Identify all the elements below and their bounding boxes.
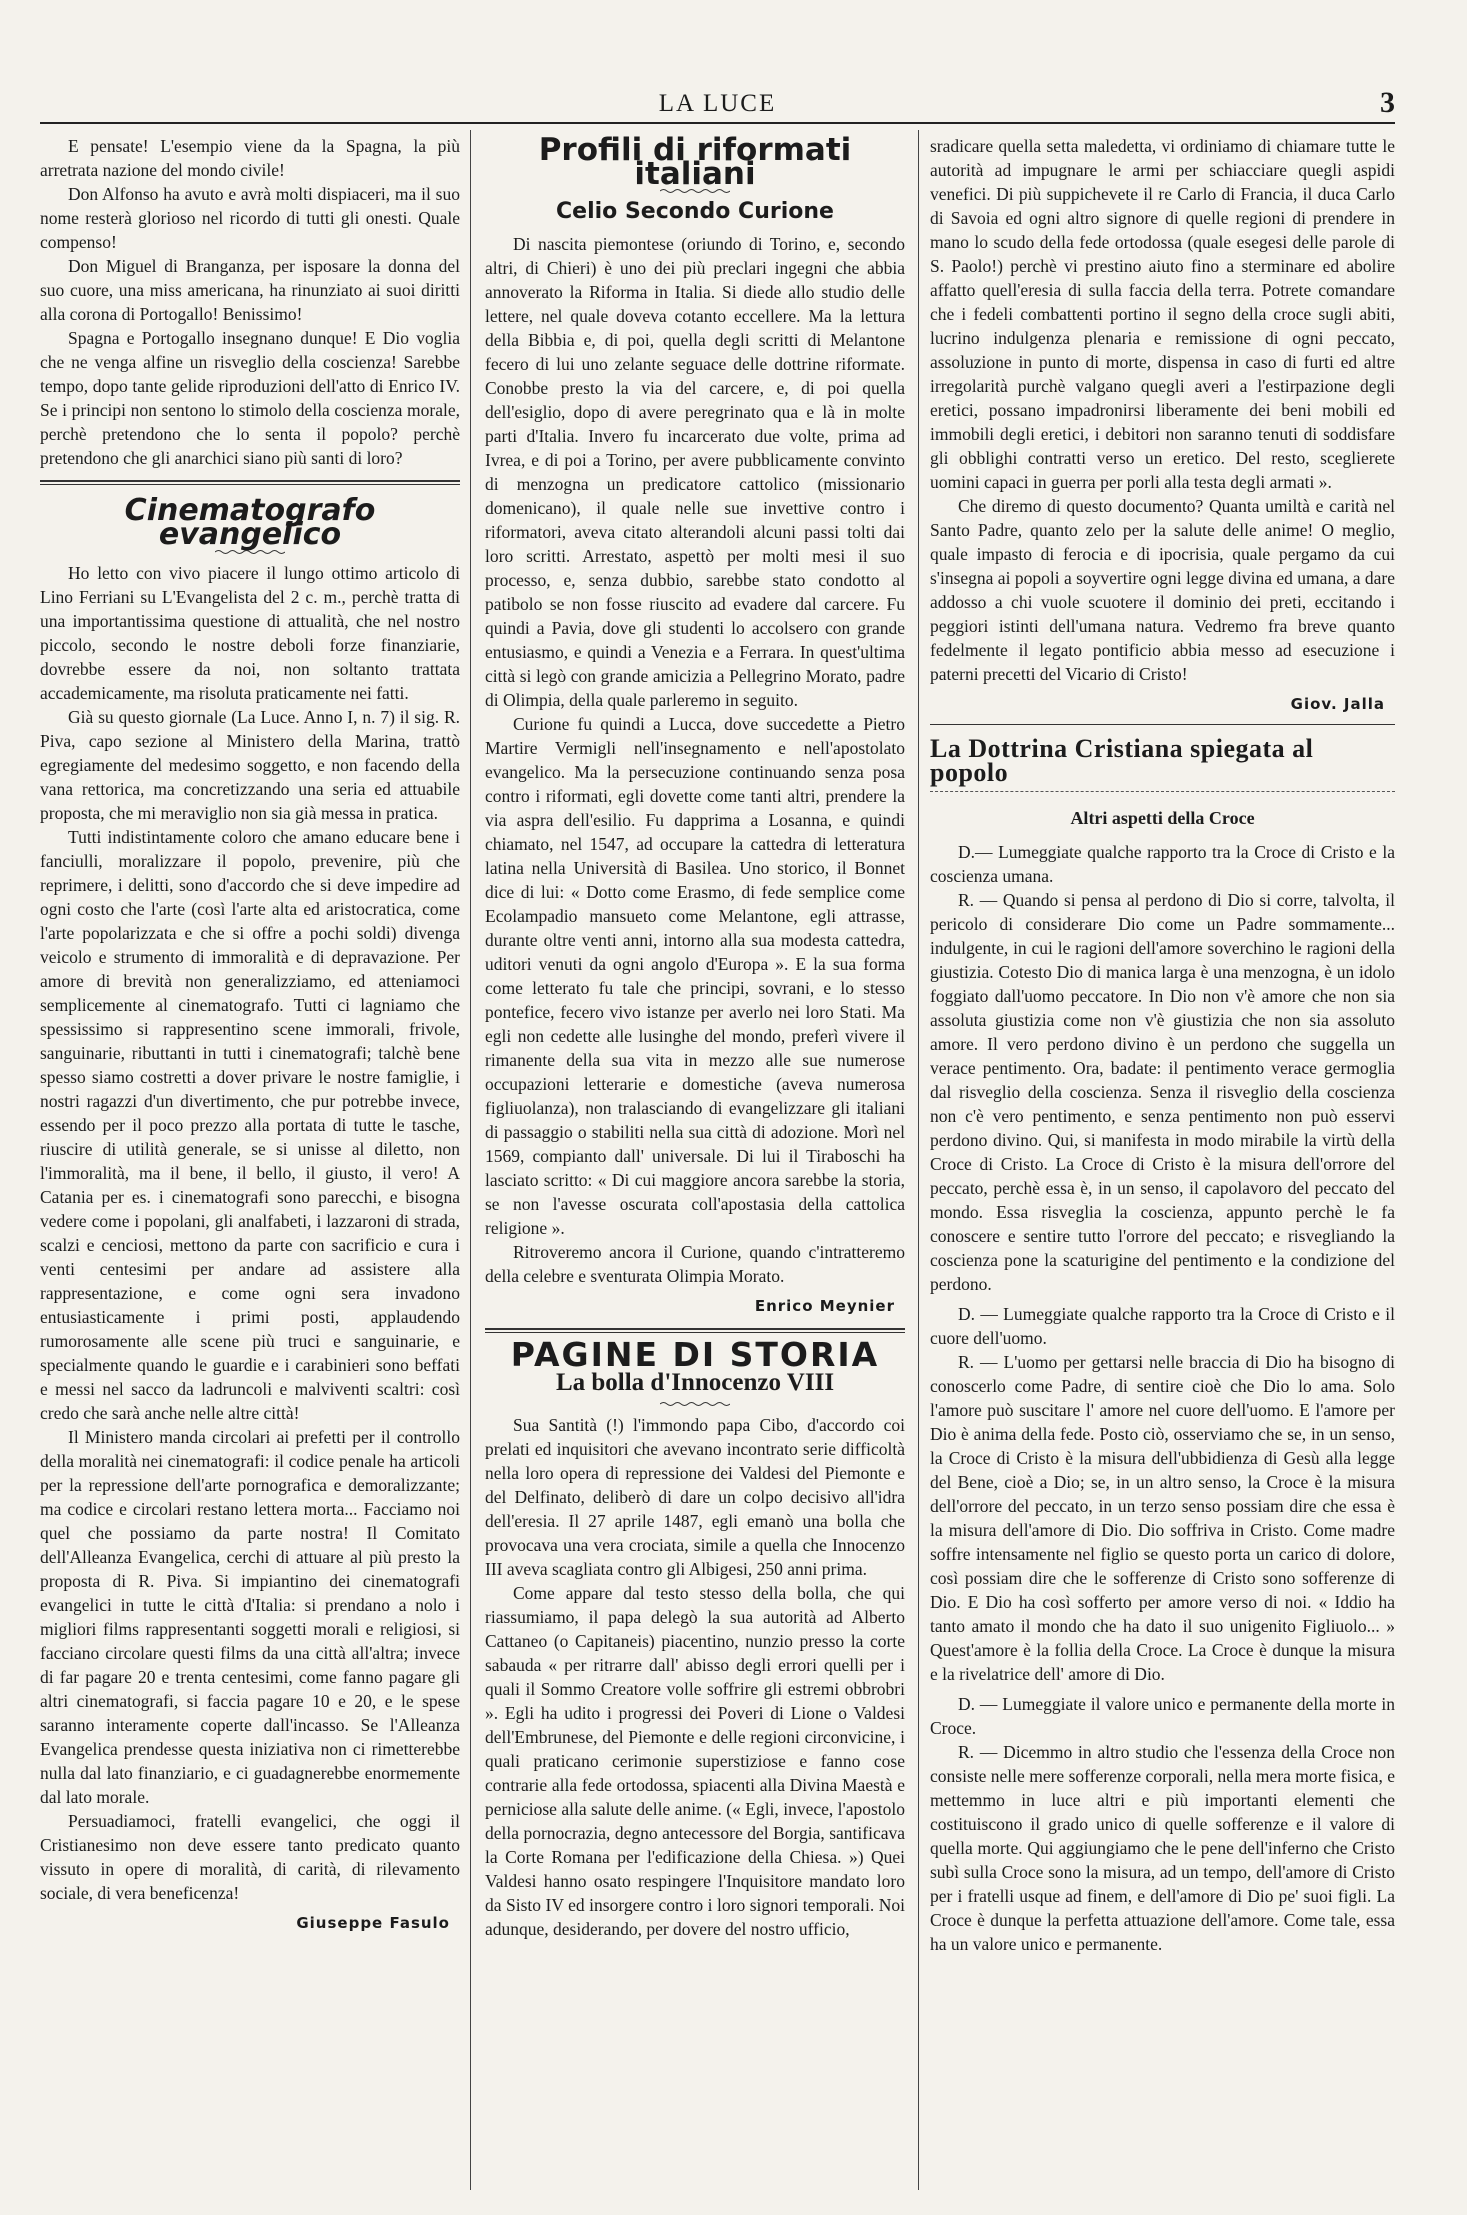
paragraph: Curione fu quindi a Lucca, dove succedette a Pietro Martire Vermigli nell'insegnamento e nell'apostolato evangelico. Ma la persecuzione continuando senza posa contro i riformati, egli dovette come tanti altri, prendere la via aspra dell'esilio. Fu dapprima a Losanna, e quindi chiamato, nel 1547, ad occupare la cattedra di letteratura latina nella Università di Basilea. Uno storico, il Bonnet dice di lui: « Dotto come Erasmo, di fede semplice come Ecolampadio mansueto come Melantone, egli attrasse, durante oltre venti anni, intorno alla sua modesta cattedra, uditori venuti da ogni angolo d'Europa ». E la sua forma come letterato fu tale che principi, sovrani, e lo stesso pontefice, fecero vivo istanze per averlo nei loro Stati. Ma egli non cedette alle lusinghe del mondo, preferì vivere il rimanente della sua vita in mezzo alle sue numerose occupazioni letterarie e domestiche (aveva numerosa figliuolanza), non tralasciando di evangelizzare gli italiani di passaggio o stabiliti nella sua città di adozione. Morì nel 1569, compianto dall' universale. Di lui il Tiraboschi ha lasciato scritto: « Di cui maggiore ancora sarebbe la storia, se non l'avesse oscurata coll'apostasia della cattolica religione ». [485,714,905,1238]
question: D. — Lumeggiate qualche rapporto tra la Croce di Cristo e il cuore dell'uomo. [930,1304,1395,1348]
paragraph: Come appare dal testo stesso della bolla, che qui riassumiamo, il papa delegò la sua autorità ad Alberto Cattaneo (o Capitaneis) piacentino, nunzio presso la corte sabauda « per ritrarre dall' abisso degli errori quelli per i quali il Sommo Creatore volle soffrire gli estremi obbrobri ». Egli ha udito i progressi dei Poveri di Lione o Valdesi dell'Embrunese, del Piemonte e delle regioni circonvicine, i quali praticano cerimonie superstiziose e fanno cose contrarie alla fede ortodossa, spiacenti alla Divina Maestà e perniciose alla salute delle anime. (« Egli, invece, l'apostolo della pornocrazia, degno antecessore del Borgia, santificava la Corte Romana per l'edificazione della Chiesa. ») Quei Valdesi hanno osato respingere l'Inquisitore mandato loro da Sisto IV ed insorgere contro i loro signori temporali. Noi adunque, desiderando, per dovere del nostro ufficio, [485,1583,905,1939]
answer: R. — Quando si pensa al perdono di Dio si corre, talvolta, il pericolo di considerare Dio come un Padre sommamente... indulgente, in cui le ragioni dell'amore soverchino le ragioni della giustizia. Cotesto Dio di manica larga è una menzogna, è un idolo foggiato dall'uomo peccatore. In Dio non v'è amore che non sia assoluta giustizia come non v'è giustizia che non sia assoluto amore. Il vero perdono divino è un perdono che suggella un verace pentimento. Ora, badate: il pentimento verace germoglia dal risveglio della coscienza. Senza il risveglio della coscienza non c'è vero pentimento, e senza pentimento non può esservi perdono divino. Qui, si manifesta in modo mirabile la virtù della Croce di Cristo. La Croce di Cristo è la misura dell'orrore del peccato, perchè essa è, in un senso, il capolavoro del peccato del mondo. Essa risveglia la coscienza, appunto perchè le fa conoscere e sentire tutto l'orrore del peccato; e risvegliando la coscienza pone la scaturigine del pentimento e la condizione del perdono. [930,890,1395,1294]
page-header [40,86,1395,124]
question: D.— Lumeggiate qualche rapporto tra la Croce di Cristo e la coscienza umana. [930,842,1395,886]
section-heading: PAGINE DI STORIA [510,1335,880,1374]
section-divider [930,724,1395,725]
paragraph: Don Miguel di Branganza, per isposare la donna del suo cuore, una miss americana, ha rinunziato ai suoi diritti alla corona di Portogallo! Benissimo! [40,256,460,324]
author-signature: Giuseppe Fasulo [296,1914,450,1932]
paragraph: Ritroveremo ancora il Curione, quando c'intratteremo della celebre e sventurata Olimpia Morato. [485,1242,905,1286]
paragraph: Già su questo giornale (La Luce. Anno I, n. 7) il sig. R. Piva, capo sezione al Ministero della Marina, trattò egregiamente del medesimo soggetto, e non facendo della vana rettorica, ma concretizzando una seria ed attuabile proposta, che mi meraviglio non sia già messa in pratica. [40,707,460,823]
paragraph: Il Ministero manda circolari ai prefetti per il controllo della moralità nei cinematografi: il codice penale ha articoli per la repressione dell'arte pornografica e demoralizzante; ma codice e circolari restano lettera morta... Facciamo noi quel che possiamo da parte nostra! Il Comitato dell'Alleanza Evangelica, cerchi di attuare al più presto la proposta di R. Piva. Si impiantino dei cinematografi evangelici in tutte le città d'Italia: si prendano a nolo i migliori films rappresentanti soggetti morali e religiosi, si facciano circolare questi films da una città all'altra; invece di far pagare 20 e trenta centesimi, come fanno pagare gli altri cinematografi, si faccia pagare 10 e 20, e le spese saranno interamente coperte dall'incasso. Se l'Alleanza Evangelica prendesse questa iniziativa non ci rimetterebbe nulla dal lato finanziario, e ci guadagnerebbe enormemente dal lato morale. [40,1427,460,1807]
column-3 [930,134,1395,1956]
author-signature: Enrico Meynier [754,1297,895,1315]
section-divider [485,1328,905,1333]
article-subheading: Celio Secondo Curione [556,199,834,224]
answer: R. — L'uomo per gettarsi nelle braccia di Dio ha bisogno di conoscerlo come Padre, di sentire cioè che Dio lo ama. Solo l'amore può suscitare l' amore nel cuore dell'uomo. E l'amore per Dio è anima della fede. Posto ciò, osserviamo che se, in un senso, la Croce di Cristo è la misura dell'ubbidienza di Gesù alla legge del Bene, cioè a Dio; se, in un altro senso, la Croce è la misura dell'orrore del peccato, in un terzo senso possiam dire che essa è la misura dell'amore di Dio. Dio soffriva in Cristo. Come madre soffre intensamente nel figlio se questo porta un carico di dolore, così possiam dire che le sofferenze di Cristo sono sofferenze di Dio. E Dio ha così sofferto per amore verso di noi. « Iddio ha tanto amato il mondo che ha dato il suo unigenito Figliuolo... » Quest'amore è la follia della Croce. La Croce è dunque la misura e la rivelatrice dell' amore di Dio. [930,1352,1395,1684]
article-subheading: Altri aspetti della Croce [1070,808,1255,828]
paragraph: sradicare quella setta maledetta, vi ordiniamo di chiamare tutte le autorità ad impugnare le armi per schiacciare quegli aspidi venefici. Di più suppichevete il re Carlo di Francia, il duca Carlo di Savoia ed ogni altro signore di quelle regioni di prendere in mano lo scudo della fede ortodossa (quale esegesi delle parole di S. Paolo!) perchè vi prestino aiuto fino a sterminare ed abolire affatto quell'eresia di sulla faccia della terra. Potrete comandare che i fedeli combattenti portino il segno della croce sugli abiti, lucrino indulgenza plenaria e remissione di ogni peccato, assoluzione in punto di morte, dispensa in caso di furti ed altre irregolarità purchè valgano quegli averi a l'estirpazione degli eretici, possano impadronirsi liberamente dei beni mobili ed immobili degli eretici, i debitori non saranno tenuti di soddisfare gli obblighi contratti verso un eretico. Del resto, sceglierete uomini capaci in guerra per porli alla testa degli armati ». [930,136,1395,492]
page-number: 3 [1380,86,1395,119]
paragraph: Di nascita piemontese (oriundo di Torino, e, secondo altri, di Chieri) è uno dei più preclari ingegni che abbia annoverato la Riforma in Italia. Si diede allo studio delle lettere, nel quale doveva cotanto eccellere. Ma la lettura della Bibbia e, di poi, quella degli scritti di Melantone fecero di lui uno zelante seguace delle dottrine riformate. Conobbe presto la via del carcere, e, di poi quella dell'esiglio, dopo di avere peregrinato qua e là in molte parti d'Italia. Invero fu incarcerato due volte, prima ad Ivrea, e di poi a Torino, per avere pubblicamente convinto di menzogna un predicatore cattolico (missionario domenicano), il quale nelle sue invettive contro i riformatori, aveva citato alterandoli alcuni passi tolti dai loro scritti. Arrestato, aspettò per molti mesi il suo processo, e, senza dubbio, sarebbe stato condotto al patibolo se non fosse riuscito ad evadere dal carcere. Fu quindi a Pavia, dove gli studenti lo accolsero con grande entusiasmo, e quindi a Venezia e a Ferrara. In quest'ultima città si legò con grande amicizia a Pellegrino Morato, padre di Olimpia, della quale parleremo in seguito. [485,234,905,710]
column-divider [470,130,471,2190]
column-divider [918,130,919,2190]
section-divider [40,480,460,485]
answer: R. — Dicemmo in altro studio che l'essenza della Croce non consiste nelle mere sofferenze corporali, nella mera morte fisica, e mettemmo in luce altri e più importanti elementi che costituiscono il grado unico di quelle sofferenze e il valore di quella morte. Qui aggiungiamo che le pene dell'inferno che Cristo subì sulla Croce sono la misura, ad un tempo, dell'amore di Cristo per i fratelli usque ad finem, e dell'amore di Dio pe' suoi figli. La Croce è dunque la perfetta attuazione dell'amore. Come tale, essa ha un valore unico e permanente. [930,1742,1395,1954]
paragraph: Che diremo di questo documento? Quanta umiltà e carità nel Santo Padre, quanto zelo per la salute delle anime! O meglio, quale impasto di ferocia e di ipocrisia, quale pergamo da cui s'insegna ai popoli a soyvertire ogni legge divina ed umana, a dare addosso a chi vuole scuotere il dominio dei preti, eccitando i peggiori istinti dell'umana natura. Vedremo fra breve quanto fedelmente il legato pontificio abbia messo ad esecuzione i paterni precetti del Vicario di Cristo! [930,496,1395,684]
author-signature: Giov. Jalla [1290,695,1385,713]
paragraph: Tutti indistintamente coloro che amano educare bene i fanciulli, moralizzare il popolo, prevenire, più che reprimere, i delitti, sono d'accordo che si deve impedire ad ogni costo che l'arte (così l'arte alta ed aristocratica, come l'arte popolarizzata e che si offre a pochi soldi) divenga veicolo e strumento di immoralità e di depravazione. Per amore di brevità non generalizziamo, ed atteniamoci semplicemente al cinematografo. Tutti ci lagniamo che spessissimo si rappresentino scene immorali, frivole, sanguinarie, ributtanti in tutti i cinematografi; talchè bene spesso siamo costretti a dover privare le nostre famiglie, i nostri ragazzi d'un divertimento, che pur potrebbe invece, essendo per il poco prezzo alla portata di tutte le tasche, riuscire di utilità generale, se si unisse al diletto, non l'immoralità, ma il bene, il bello, il giusto, il vero! A Catania per es. i cinematografi sono parecchi, e bisogna vedere come i popolani, gli analfabeti, i lazzaroni di strada, scalzi e cenciosi, mettono da parte con sacrificio e cura i venti centesimi per andare ad assistere alla rappresentazione, e come ogni sera invadono entusiasticamente i primi posti, applaudendo rumorosamente alle scene più truci e sanguinarie, e specialmente quando le guardie e i carabinieri sono beffati e messi nel sacco da ladruncoli e malviventi scaltri: così credo che sarà anche nelle altre città! [40,827,460,1423]
newspaper-title: LA LUCE [658,90,777,117]
paragraph: Persuadiamoci, fratelli evangelici, che oggi il Cristianesimo non deve essere tanto predicato quanto vissuto in opere di moralità, di carità, di rilevamento sociale, di vera beneficenza! [40,1811,460,1903]
paragraph: Don Alfonso ha avuto e avrà molti dispiaceri, ma il suo nome resterà glorioso nel ricordo di tutti gli onesti. Quale compenso! [40,184,460,252]
paragraph: E pensate! L'esempio viene da la Spagna, la più arretrata nazione del mondo civile! [40,136,460,180]
article-heading: Cinematografo evangelico [124,493,376,552]
question: D. — Lumeggiate il valore unico e permanente della morte in Croce. [930,1694,1395,1738]
column-2 [485,134,905,1941]
section-heading: La Dottrina Cristiana spiegata al popolo [930,734,1314,787]
wave-ornament [660,1401,730,1407]
section-divider [930,791,1395,792]
paragraph: Ho letto con vivo piacere il lungo ottimo articolo di Lino Ferriani su L'Evangelista del 2 c. m., perchè tratta di una importantissima questione di attualità, che nel nostro piccolo, secondo le nostre deboli forze finanziarie, dovrebbe essere da noi, non soltanto trattata accademicamente, ma risoluta praticamente nei fatti. [40,563,460,703]
article-heading: Profili di riformati italiani [538,132,852,192]
paragraph: Sua Santità (!) l'immondo papa Cibo, d'accordo coi prelati ed inquisitori che avevano incontrato serie difficoltà nella loro opera di repressione dei Valdesi del Piemonte e del Delfinato, deliberò di dare un colpo decisivo all'idra dell'eresia. Il 27 aprile 1487, egli emanò una bolla che provocava una vera crociata, simile a quella che Innocenzo III aveva scagliata contro gli Albigesi, 250 anni prima. [485,1415,905,1579]
article-subheading: La bolla d'Innocenzo VIII [555,1369,835,1396]
paragraph: Spagna e Portogallo insegnano dunque! E Dio voglia che ne venga alfine un risveglio della coscienza! Sarebbe tempo, dopo tante gelide riproduzioni dell'atto di Enrico IV. Se i principi non sentono lo stimolo della coscienza morale, perchè pretendono che lo senta il popolo? perchè pretendono che gli anarchici siano più santi di loro? [40,328,460,468]
column-1 [40,134,460,1935]
